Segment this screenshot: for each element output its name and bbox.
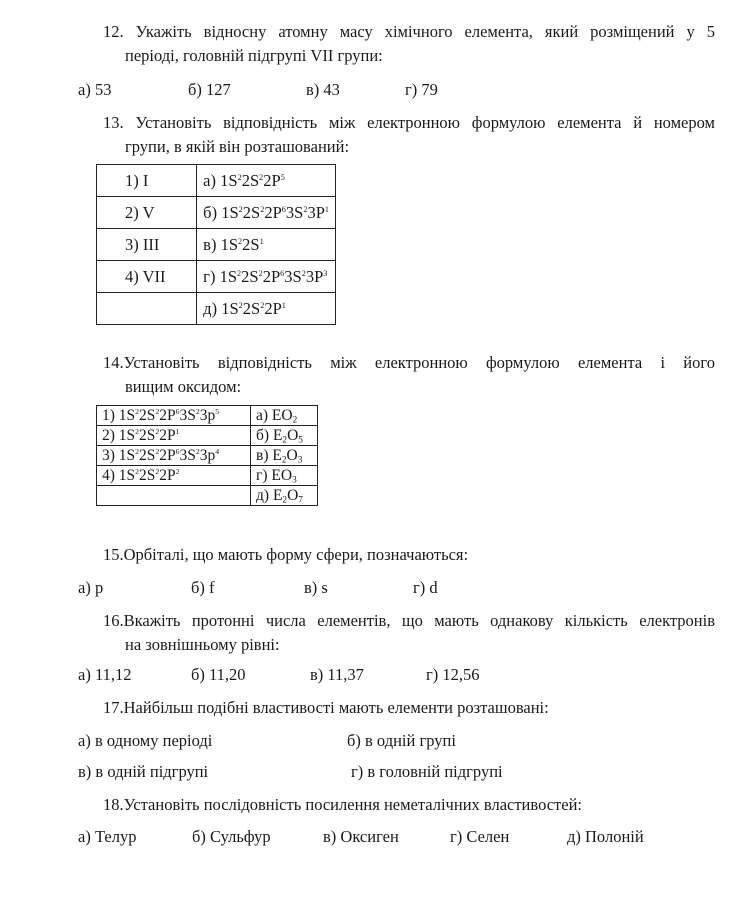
- q14-left-prefix-4: 4): [102, 466, 119, 484]
- q17-answer-d: г) в головній підгрупі: [351, 762, 503, 781]
- q12-answer-c: в) 43: [306, 80, 340, 99]
- q18-answer-e: д) Полоній: [567, 827, 644, 846]
- q17-answer-a: а) в одному періоді: [78, 731, 213, 750]
- question-18: 18.Установіть послідовність посилення неметалічних властивостей:: [103, 795, 582, 814]
- question-12: [103, 20, 715, 68]
- q17-answer-c: в) в одній підгрупі: [78, 762, 209, 781]
- q14-right-cell: в) $E_2O_3$: [251, 446, 318, 466]
- q12-answer-a: а) 53: [78, 80, 112, 99]
- table-row: [97, 406, 318, 426]
- q14-matching-table: [96, 405, 318, 506]
- table-row: [97, 261, 336, 293]
- table-row: [97, 197, 336, 229]
- q18-answer-a: а) Телур: [78, 827, 137, 846]
- q13-matching-table: [96, 164, 336, 325]
- q13-right-prefix-4: г): [203, 266, 220, 286]
- q15-answer-d: г) d: [413, 578, 438, 597]
- table-row: [97, 229, 336, 261]
- q14-right-cell: г) $EO_3$: [251, 466, 318, 486]
- q14-right-prefix-1: а): [256, 406, 272, 424]
- q14-left-prefix-2: 2): [102, 426, 119, 444]
- q13-left-3: 3) III: [125, 234, 160, 254]
- q13-left-2: 2) V: [125, 202, 155, 222]
- question-15: 15.Орбіталі, що мають форму сфери, позначаються:: [103, 545, 469, 564]
- q13-right-cell: в) $1S^22S^1$: [197, 229, 336, 261]
- table-row: [97, 165, 336, 197]
- question-14: [103, 351, 715, 399]
- question-16: [103, 609, 715, 657]
- q14-left-cell: 3) $1S^22S^22P^63S^23p^4$: [97, 446, 251, 466]
- question-12-line-2: періоді, головній підгрупі VII групи:: [125, 46, 383, 65]
- question-13-line-1: 13. Установіть відповідність між електронною формулою елемента й номером: [103, 113, 715, 132]
- q14-right-prefix-3: в): [256, 446, 273, 464]
- q14-right-prefix-5: д): [256, 486, 273, 504]
- q13-right-cell: д) $1S^22S^22P^1$: [197, 293, 336, 325]
- q13-left-4: 4) VII: [125, 266, 166, 286]
- table-row: [97, 293, 336, 325]
- q14-left-prefix-1: 1): [102, 406, 119, 424]
- q18-answer-c: в) Оксиген: [323, 827, 399, 846]
- q14-left-cell: [97, 486, 251, 506]
- q13-right-prefix-5: д): [203, 298, 222, 318]
- q13-right-prefix-3: в): [203, 234, 221, 254]
- q13-left-cell: [97, 197, 197, 229]
- q17-answer-b: б) в одній групі: [347, 731, 456, 750]
- q14-left-cell: 2) $1S^22S^22P^1$: [97, 426, 251, 446]
- question-12-line-1: 12. Укажіть відносну атомну масу хімічного елемента, який розміщений у 5: [103, 22, 715, 41]
- question-17: 17.Найбільш подібні властивості мають елементи розташовані:: [103, 698, 549, 717]
- table-row: [97, 426, 318, 446]
- question-14-line-1: 14.Установіть відповідність між електронною формулою елемента і його: [103, 353, 715, 372]
- q14-right-cell: б) $E_2O_5$: [251, 426, 318, 446]
- q13-left-cell: [97, 293, 197, 325]
- q12-answer-d: г) 79: [405, 80, 438, 99]
- q15-answer-a: а) p: [78, 578, 104, 597]
- q12-answer-b: б) 127: [188, 80, 231, 99]
- q16-answer-c: в) 11,37: [310, 665, 364, 684]
- q13-right-cell: а) $1S^22S^22P^5$: [197, 165, 336, 197]
- q14-right-cell: д) $E_2O_7$: [251, 486, 318, 506]
- q16-answer-a: а) 11,12: [78, 665, 132, 684]
- q13-right-cell: г) $1S^22S^22P^63S^23P^3$: [197, 261, 336, 293]
- q13-right-prefix-1: а): [203, 170, 221, 190]
- q16-answer-b: б) 11,20: [191, 665, 246, 684]
- q13-left-cell: [97, 165, 197, 197]
- q14-left-prefix-3: 3): [102, 446, 119, 464]
- question-13-line-2: групи, в якій він розташований:: [125, 137, 350, 156]
- question-16-line-2: на зовнішньому рівні:: [125, 635, 280, 654]
- q13-right-prefix-2: б): [203, 202, 222, 222]
- table-row: [97, 486, 318, 506]
- q13-left-cell: [97, 261, 197, 293]
- question-13: [103, 111, 715, 159]
- question-16-line-1: 16.Вкажіть протонні числа елементів, що мають однакову кількість електронів: [103, 611, 715, 630]
- table-row: [97, 466, 318, 486]
- q14-right-prefix-4: г): [256, 466, 272, 484]
- question-14-line-2: вищим оксидом:: [125, 377, 242, 396]
- q15-answer-c: в) s: [304, 578, 328, 597]
- q14-left-cell: 1) $1S^22S^22P^63S^23p^5$: [97, 406, 251, 426]
- q18-answer-d: г) Селен: [450, 827, 510, 846]
- q14-left-cell: 4) $1S^22S^22P^2$: [97, 466, 251, 486]
- table-row: [97, 446, 318, 466]
- q13-left-1: 1) I: [125, 170, 149, 190]
- q13-left-cell: [97, 229, 197, 261]
- q14-right-cell: а) $EO_2$: [251, 406, 318, 426]
- q16-answer-d: г) 12,56: [426, 665, 480, 684]
- q14-right-prefix-2: б): [256, 426, 273, 444]
- q15-answer-b: б) f: [191, 578, 215, 597]
- q18-answer-b: б) Сульфур: [192, 827, 271, 846]
- q13-right-cell: б) $1S^22S^22P^63S^23P^1$: [197, 197, 336, 229]
